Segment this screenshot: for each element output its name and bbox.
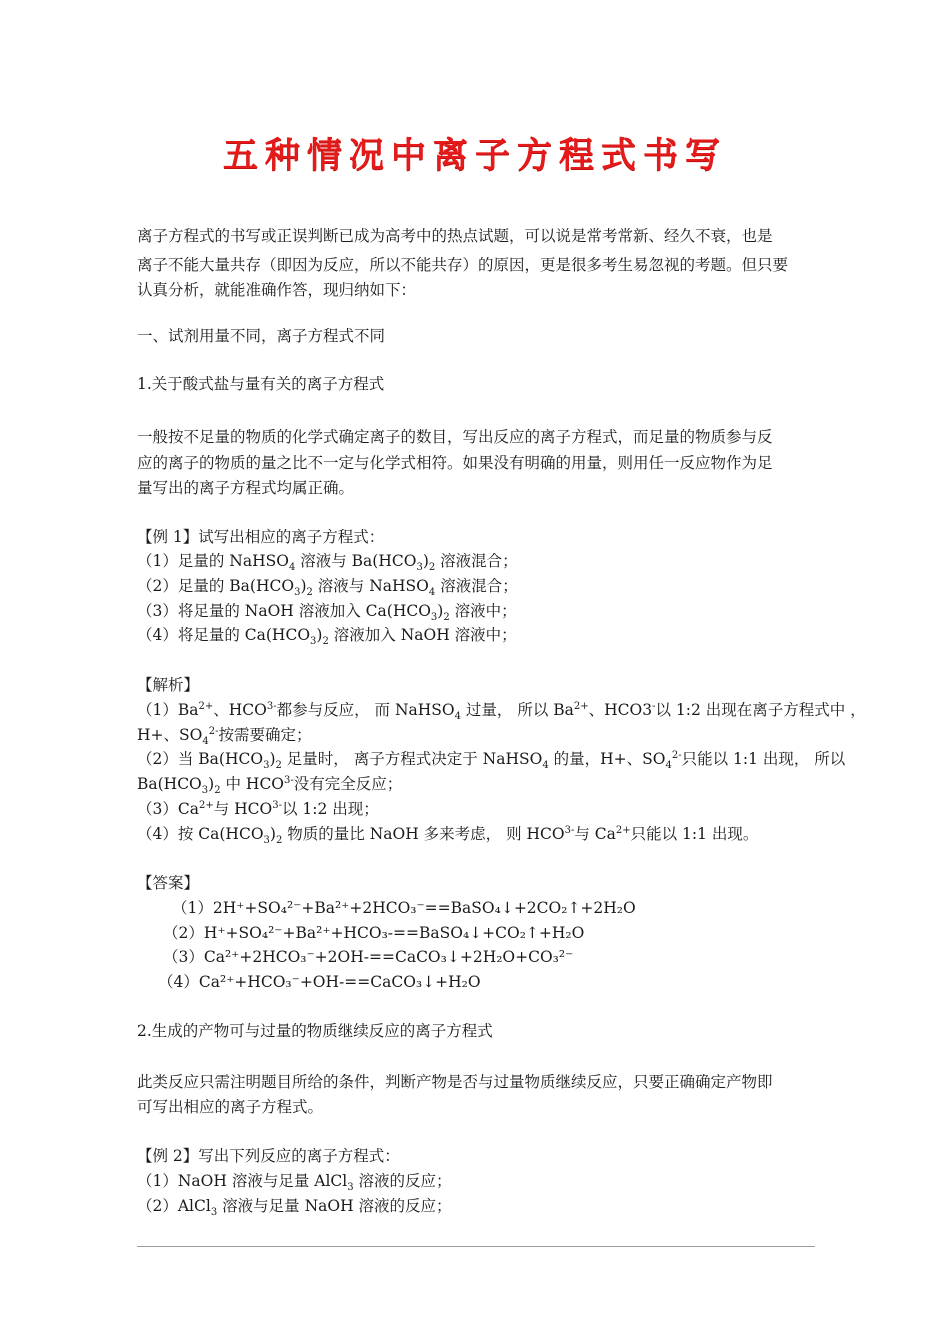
intro-line-1: 离子方程式的书写或正误判断已成为高考中的热点试题，可以说是常考常新、经久不衰，也是 — [137, 227, 773, 245]
example1-question-4: （4）将足量的 $Ca(HCO_3)_2$ 溶液加入 NaOH 溶液中； — [137, 626, 517, 648]
analysis-line-3: （2）当 $Ba(HCO_3)_2$ 足量时， 离子方程式决定于 NaHSO$_4$ 的量，H+、$SO_4^{2-}$只能以 1:1 出现， 所以 — [137, 749, 846, 772]
answer-heading: 【答案】 — [137, 874, 200, 892]
answer-line-3: （3）Ca²⁺+2HCO₃⁻+2OH-==CaCO₃↓+2H₂O+CO₃²⁻ — [163, 948, 574, 966]
para2-line-2: 可写出相应的离子方程式。 — [137, 1098, 324, 1116]
section-heading-1: 一、试剂用量不同，离子方程式不同 — [137, 327, 386, 345]
example2-question-2: （2）AlCl$_3$ 溶液与足量 NaOH 溶液的反应； — [137, 1197, 452, 1219]
subheading-2: 2.生成的产物可与过量的物质继续反应的离子方程式 — [137, 1022, 493, 1040]
example1-heading: 【例 1】试写出相应的离子方程式： — [137, 528, 385, 546]
example1-question-2: （2）足量的 $Ba(HCO_3)_2$ 溶液与 NaHSO$_4$ 溶液混合； — [137, 577, 518, 599]
para1-line-2: 应的离子的物质的量之比不一定与化学式相符。如果没有明确的用量，则用任一反应物作为足 — [137, 454, 773, 472]
intro-line-2: 离子不能大量共存（即因为反应，所以不能共存）的原因，更是很多考生易忽视的考题。但只要 — [137, 256, 789, 274]
example2-question-1: （1）NaOH 溶液与足量 AlCl$_3$ 溶液的反应； — [137, 1172, 452, 1194]
answer-line-1: （1）2H⁺+SO₄²⁻+Ba²⁺+2HCO₃⁻==BaSO₄↓+2CO₂↑+2H₂O — [172, 899, 636, 917]
analysis-line-4: $Ba(HCO_3)_2$ 中 $HCO^{3-}$没有完全反应； — [137, 774, 403, 797]
analysis-line-5: $(3)Ca^{2+}$与 $HCO^{3-}$以 1:2 出现； — [137, 799, 379, 818]
document-title: 五种情况中离子方程式书写 — [222, 135, 727, 176]
footer-divider — [137, 1246, 815, 1247]
answer-line-2: （2）H⁺+SO₄²⁻+Ba²⁺+HCO₃-==BaSO₄↓+CO₂↑+H₂O — [163, 924, 585, 942]
example2-heading: 【例 2】写出下列反应的离子方程式： — [137, 1147, 400, 1165]
para2-line-1: 此类反应只需注明题目所给的条件，判断产物是否与过量物质继续反应，只要正确确定产物即 — [137, 1073, 773, 1091]
example1-question-3: （3）将足量的 NaOH 溶液加入 $Ca(HCO_3)_2$ 溶液中； — [137, 602, 517, 624]
subheading-1: 1.关于酸式盐与量有关的离子方程式 — [137, 375, 385, 393]
para1-line-3: 量写出的离子方程式均属正确。 — [137, 479, 355, 497]
analysis-heading: 【解析】 — [137, 676, 200, 694]
example1-question-1: （1）足量的 NaHSO$_4$ 溶液与 $Ba(HCO_3)_2$ 溶液混合； — [137, 552, 518, 574]
analysis-line-2: H+、$SO_4^{2-}$按需要确定； — [137, 725, 312, 748]
para1-line-1: 一般按不足量的物质的化学式确定离子的数目，写出反应的离子方程式，而足量的物质参与反 — [137, 428, 773, 446]
analysis-line-6: （4）按 $Ca(HCO_3)_2$ 物质的量比 NaOH 多来考虑， 则 $HCO^{3-}$与 $Ca^{2+}$只能以 1:1 出现。 — [137, 824, 759, 847]
answer-line-4: （4）Ca²⁺+HCO₃⁻+OH-==CaCO₃↓+H₂O — [158, 973, 481, 991]
analysis-line-1: $(1)Ba^{2+}$、$HCO^{3-}$都参与反应， 而 NaHSO$_4$ 过量， 所以 $Ba^{2+}$、HCO3-以 1:2 出现在离子方程式中 ， — [137, 700, 866, 723]
intro-line-3: 认真分析，就能准确作答，现归纳如下： — [137, 281, 417, 299]
